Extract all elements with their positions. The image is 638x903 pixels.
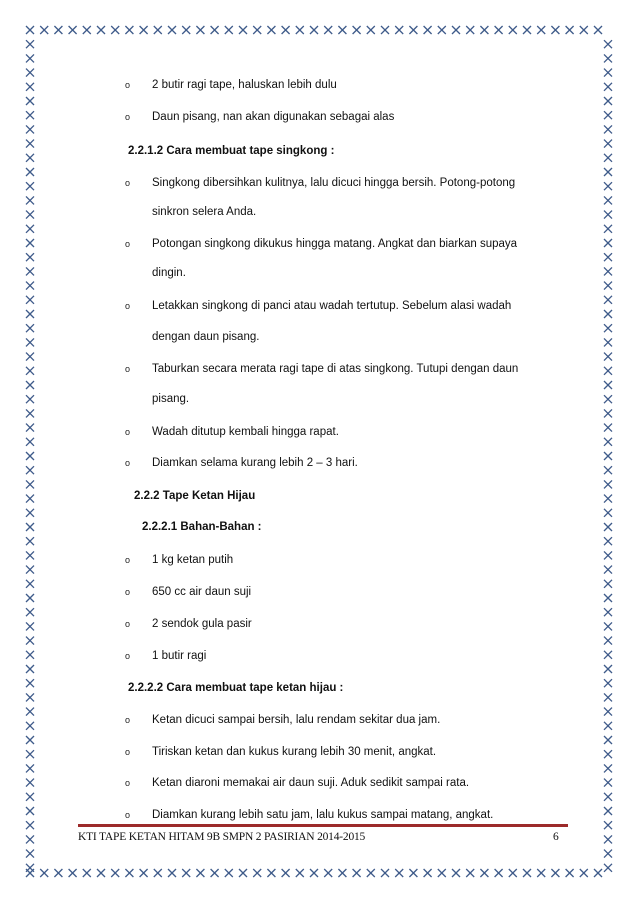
- border-cross-motif: [211, 26, 219, 34]
- border-cross-motif: [267, 26, 275, 34]
- bullet-marker: o: [125, 427, 131, 437]
- border-cross-motif: [424, 869, 432, 877]
- border-cross-motif: [26, 736, 34, 744]
- border-cross-motif: [40, 869, 48, 877]
- border-cross-motif: [604, 168, 612, 176]
- border-cross-motif: [26, 168, 34, 176]
- border-cross-motif: [604, 679, 612, 687]
- border-cross-motif: [604, 54, 612, 62]
- border-cross-motif: [604, 239, 612, 247]
- border-cross-motif: [26, 196, 34, 204]
- border-cross-motif: [310, 869, 318, 877]
- border-cross-motif: [604, 637, 612, 645]
- border-cross-motif: [26, 651, 34, 659]
- border-cross-motif: [604, 424, 612, 432]
- border-cross-motif: [83, 26, 91, 34]
- border-cross-motif: [239, 869, 247, 877]
- border-cross-motif: [566, 26, 574, 34]
- border-cross-motif: [604, 608, 612, 616]
- border-cross-motif: [604, 750, 612, 758]
- border-cross-motif: [594, 26, 602, 34]
- border-cross-motif: [495, 26, 503, 34]
- border-cross-motif: [26, 140, 34, 148]
- border-cross-motif: [604, 225, 612, 233]
- border-cross-motif: [438, 869, 446, 877]
- border-cross-motif: [26, 764, 34, 772]
- border-cross-motif: [26, 253, 34, 261]
- border-cross-motif: [296, 869, 304, 877]
- border-cross-motif: [182, 869, 190, 877]
- border-cross-motif: [604, 395, 612, 403]
- border-cross-motif: [111, 26, 119, 34]
- border-cross-motif: [604, 324, 612, 332]
- border-cross-motif: [604, 338, 612, 346]
- bullet-marker: o: [125, 587, 131, 597]
- border-cross-motif: [466, 869, 474, 877]
- border-cross-motif: [26, 637, 34, 645]
- border-cross-motif: [40, 26, 48, 34]
- border-cross-motif: [324, 869, 332, 877]
- list-item: Diamkan kurang lebih satu jam, lalu kukus sampai matang, angkat.: [152, 809, 494, 821]
- border-cross-motif: [26, 424, 34, 432]
- border-cross-motif: [140, 869, 148, 877]
- border-cross-motif: [604, 111, 612, 119]
- border-cross-motif: [509, 26, 517, 34]
- border-cross-motif: [26, 97, 34, 105]
- border-cross-motif: [604, 466, 612, 474]
- bullet-marker: o: [125, 715, 131, 725]
- border-cross-motif: [594, 869, 602, 877]
- list-item: Singkong dibersihkan kulitnya, lalu dicuci hingga bersih. Potong-potong: [152, 177, 516, 189]
- list-item: Taburkan secara merata ragi tape di atas singkong. Tutupi dengan daun: [152, 363, 519, 375]
- border-cross-motif: [452, 26, 460, 34]
- bullet-marker: o: [125, 619, 131, 629]
- border-cross-motif: [353, 26, 361, 34]
- list-item: Diamkan selama kurang lebih 2 – 3 hari.: [152, 457, 358, 469]
- border-cross-motif: [26, 495, 34, 503]
- border-cross-motif: [196, 869, 204, 877]
- border-cross-motif: [604, 736, 612, 744]
- border-cross-motif: [26, 608, 34, 616]
- border-cross-motif: [211, 869, 219, 877]
- border-cross-motif: [54, 26, 62, 34]
- border-cross-motif: [551, 26, 559, 34]
- border-cross-motif: [604, 310, 612, 318]
- list-item: 1 butir ragi: [152, 650, 207, 662]
- border-cross-motif: [282, 869, 290, 877]
- border-cross-motif: [604, 779, 612, 787]
- border-cross-motif: [182, 26, 190, 34]
- page-number: 6: [553, 831, 559, 843]
- border-cross-motif: [26, 367, 34, 375]
- border-cross-motif: [26, 438, 34, 446]
- border-cross-motif: [551, 869, 559, 877]
- border-cross-motif: [338, 26, 346, 34]
- border-cross-motif: [97, 26, 105, 34]
- border-cross-motif: [604, 140, 612, 148]
- border-cross-motif: [395, 869, 403, 877]
- border-cross-motif: [580, 869, 588, 877]
- border-cross-motif: [566, 869, 574, 877]
- border-cross-motif: [604, 523, 612, 531]
- border-cross-motif: [395, 26, 403, 34]
- list-item-continuation: sinkron selera Anda.: [152, 206, 257, 218]
- border-cross-motif: [26, 537, 34, 545]
- border-cross-motif: [26, 693, 34, 701]
- border-cross-motif: [111, 869, 119, 877]
- border-cross-motif: [239, 26, 247, 34]
- border-cross-motif: [26, 779, 34, 787]
- border-cross-motif: [604, 566, 612, 574]
- border-cross-motif: [168, 869, 176, 877]
- border-cross-motif: [26, 69, 34, 77]
- border-cross-motif: [523, 869, 531, 877]
- border-cross-motif: [604, 821, 612, 829]
- border-cross-motif: [97, 869, 105, 877]
- list-item: Potongan singkong dikukus hingga matang. Angkat dan biarkan supaya: [152, 238, 518, 250]
- border-cross-motif: [26, 509, 34, 517]
- list-item: 2 butir ragi tape, haluskan lebih dulu: [152, 79, 337, 91]
- border-cross-motif: [26, 594, 34, 602]
- border-cross-motif: [26, 409, 34, 417]
- border-cross-motif: [604, 409, 612, 417]
- list-item-continuation: pisang.: [152, 393, 190, 405]
- border-cross-motif: [409, 869, 417, 877]
- border-cross-motif: [26, 296, 34, 304]
- bullet-marker: o: [125, 364, 131, 374]
- border-cross-motif: [580, 26, 588, 34]
- border-cross-motif: [225, 869, 233, 877]
- border-cross-motif: [154, 26, 162, 34]
- border-cross-motif: [26, 381, 34, 389]
- border-cross-motif: [604, 267, 612, 275]
- border-cross-motif: [26, 807, 34, 815]
- list-item: Daun pisang, nan akan digunakan sebagai alas: [152, 111, 395, 123]
- bullet-marker: o: [125, 458, 131, 468]
- border-cross-motif: [26, 708, 34, 716]
- border-cross-motif: [26, 835, 34, 843]
- border-cross-motif: [537, 26, 545, 34]
- border-cross-motif: [604, 651, 612, 659]
- border-cross-motif: [466, 26, 474, 34]
- list-item: Wadah ditutup kembali hingga rapat.: [152, 426, 339, 438]
- border-cross-motif: [604, 40, 612, 48]
- border-cross-motif: [26, 111, 34, 119]
- border-cross-motif: [604, 182, 612, 190]
- section-heading: 2.2.2 Tape Ketan Hijau: [134, 490, 256, 502]
- border-cross-motif: [26, 580, 34, 588]
- border-cross-motif: [26, 452, 34, 460]
- border-cross-motif: [324, 26, 332, 34]
- border-cross-motif: [604, 154, 612, 162]
- list-item: 1 kg ketan putih: [152, 554, 234, 566]
- border-cross-motif: [26, 821, 34, 829]
- border-cross-motif: [26, 125, 34, 133]
- border-cross-motif: [604, 665, 612, 673]
- border-cross-motif: [125, 869, 133, 877]
- border-cross-motif: [310, 26, 318, 34]
- border-cross-motif: [604, 509, 612, 517]
- border-cross-motif: [125, 26, 133, 34]
- border-cross-motif: [523, 26, 531, 34]
- border-cross-motif: [604, 282, 612, 290]
- border-cross-motif: [26, 622, 34, 630]
- border-cross-motif: [604, 480, 612, 488]
- section-heading: 2.2.2.2 Cara membuat tape ketan hijau :: [128, 682, 344, 694]
- bullet-marker: o: [125, 112, 131, 122]
- footer-rule: [78, 824, 568, 827]
- bullet-marker: o: [125, 747, 131, 757]
- border-cross-motif: [604, 495, 612, 503]
- border-cross-motif: [69, 869, 77, 877]
- bullet-marker: o: [125, 178, 131, 188]
- border-cross-motif: [26, 750, 34, 758]
- border-cross-motif: [26, 566, 34, 574]
- bullet-marker: o: [125, 80, 131, 90]
- list-item-continuation: dengan daun pisang.: [152, 331, 260, 343]
- border-cross-motif: [381, 869, 389, 877]
- border-cross-motif: [604, 537, 612, 545]
- bullet-marker: o: [125, 778, 131, 788]
- border-cross-motif: [26, 665, 34, 673]
- border-cross-motif: [604, 722, 612, 730]
- border-cross-motif: [26, 267, 34, 275]
- border-cross-motif: [154, 869, 162, 877]
- border-cross-motif: [26, 523, 34, 531]
- border-cross-motif: [452, 869, 460, 877]
- border-cross-motif: [26, 480, 34, 488]
- border-cross-motif: [367, 869, 375, 877]
- border-cross-motif: [26, 239, 34, 247]
- list-item: 650 cc air daun suji: [152, 586, 252, 598]
- border-cross-motif: [381, 26, 389, 34]
- border-cross-motif: [26, 338, 34, 346]
- border-cross-motif: [604, 69, 612, 77]
- border-cross-motif: [604, 211, 612, 219]
- bullet-marker: o: [125, 651, 131, 661]
- border-cross-motif: [604, 438, 612, 446]
- border-cross-motif: [26, 26, 34, 34]
- border-cross-motif: [604, 850, 612, 858]
- bullet-marker: o: [125, 239, 131, 249]
- border-cross-motif: [604, 253, 612, 261]
- border-cross-motif: [26, 551, 34, 559]
- border-cross-motif: [604, 594, 612, 602]
- border-cross-motif: [424, 26, 432, 34]
- border-cross-motif: [253, 869, 261, 877]
- section-heading: 2.2.2.1 Bahan-Bahan :: [142, 521, 262, 533]
- border-cross-motif: [604, 764, 612, 772]
- border-cross-motif: [225, 26, 233, 34]
- border-cross-motif: [253, 26, 261, 34]
- border-cross-motif: [604, 708, 612, 716]
- border-cross-motif: [495, 869, 503, 877]
- footer-title: KTI TAPE KETAN HITAM 9B SMPN 2 PASIRIAN 2014-2015: [78, 831, 366, 843]
- bullet-marker: o: [125, 301, 131, 311]
- list-item: Ketan dicuci sampai bersih, lalu rendam sekitar dua jam.: [152, 714, 441, 726]
- list-item: 2 sendok gula pasir: [152, 618, 252, 630]
- border-cross-motif: [604, 381, 612, 389]
- border-cross-motif: [26, 282, 34, 290]
- border-cross-motif: [604, 835, 612, 843]
- border-cross-motif: [604, 97, 612, 105]
- border-cross-motif: [26, 850, 34, 858]
- border-cross-motif: [168, 26, 176, 34]
- list-item-continuation: dingin.: [152, 267, 186, 279]
- border-cross-motif: [604, 353, 612, 361]
- border-cross-motif: [26, 211, 34, 219]
- border-cross-motif: [140, 26, 148, 34]
- border-cross-motif: [26, 466, 34, 474]
- border-cross-motif: [604, 864, 612, 872]
- border-cross-motif: [604, 196, 612, 204]
- border-cross-motif: [54, 869, 62, 877]
- border-cross-motif: [509, 869, 517, 877]
- bullet-marker: o: [125, 555, 131, 565]
- list-item: Letakkan singkong di panci atau wadah tertutup. Sebelum alasi wadah: [152, 300, 512, 312]
- border-cross-motif: [480, 869, 488, 877]
- border-cross-motif: [409, 26, 417, 34]
- border-cross-motif: [26, 353, 34, 361]
- border-cross-motif: [604, 551, 612, 559]
- border-cross-motif: [282, 26, 290, 34]
- border-cross-motif: [537, 869, 545, 877]
- border-cross-motif: [26, 40, 34, 48]
- border-cross-motif: [604, 807, 612, 815]
- border-cross-motif: [26, 154, 34, 162]
- border-cross-motif: [296, 26, 304, 34]
- section-heading: 2.2.1.2 Cara membuat tape singkong :: [128, 145, 335, 157]
- border-cross-motif: [338, 869, 346, 877]
- border-cross-motif: [26, 83, 34, 91]
- border-cross-motif: [26, 864, 34, 872]
- border-cross-motif: [604, 580, 612, 588]
- border-cross-motif: [83, 869, 91, 877]
- list-item: Tiriskan ketan dan kukus kurang lebih 30 menit, angkat.: [152, 746, 437, 758]
- border-cross-motif: [604, 125, 612, 133]
- border-cross-motif: [26, 310, 34, 318]
- border-cross-motif: [196, 26, 204, 34]
- border-cross-motif: [604, 296, 612, 304]
- border-cross-motif: [26, 679, 34, 687]
- border-cross-motif: [438, 26, 446, 34]
- border-cross-motif: [604, 83, 612, 91]
- border-cross-motif: [604, 793, 612, 801]
- border-cross-motif: [480, 26, 488, 34]
- bullet-marker: o: [125, 810, 131, 820]
- border-cross-motif: [267, 869, 275, 877]
- border-cross-motif: [353, 869, 361, 877]
- border-cross-motif: [69, 26, 77, 34]
- border-cross-motif: [604, 367, 612, 375]
- list-item: Ketan diaroni memakai air daun suji. Aduk sedikit sampai rata.: [152, 777, 470, 789]
- border-cross-motif: [26, 225, 34, 233]
- border-cross-motif: [26, 722, 34, 730]
- border-cross-motif: [367, 26, 375, 34]
- border-cross-motif: [26, 324, 34, 332]
- border-cross-motif: [604, 452, 612, 460]
- border-cross-motif: [26, 54, 34, 62]
- border-cross-motif: [604, 693, 612, 701]
- border-cross-motif: [26, 395, 34, 403]
- border-cross-motif: [26, 182, 34, 190]
- border-cross-motif: [26, 793, 34, 801]
- border-cross-motif: [604, 622, 612, 630]
